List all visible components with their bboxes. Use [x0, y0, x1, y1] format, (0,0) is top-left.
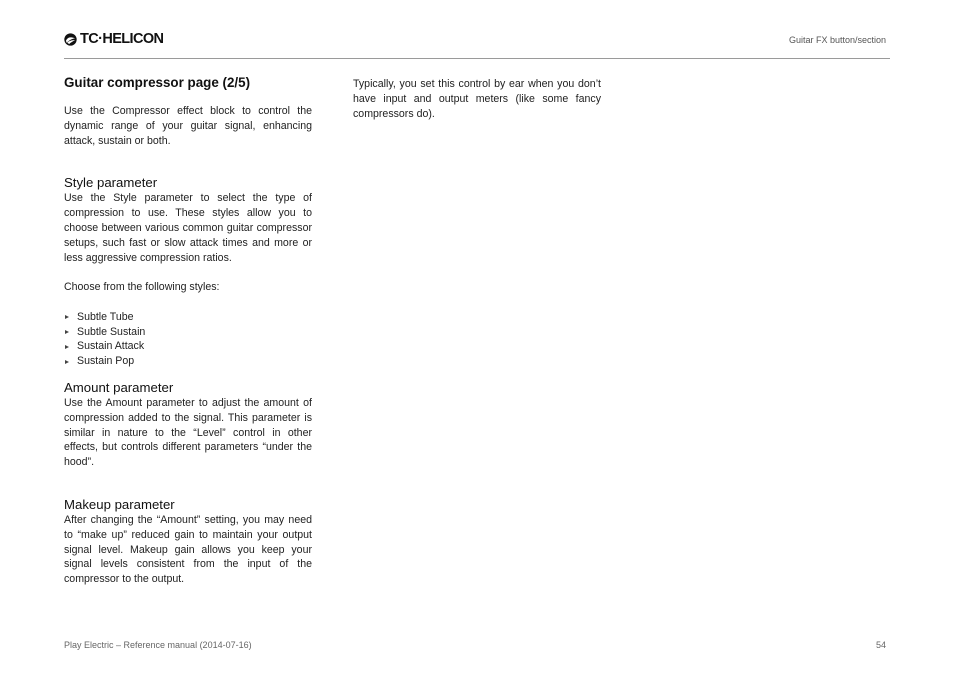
triangle-bullet-icon [65, 345, 69, 349]
style-option-label: Subtle Sustain [77, 325, 146, 338]
tc-helicon-logo [64, 31, 163, 47]
style-parameter-heading: Style parameter [64, 175, 158, 191]
makeup-parameter-heading: Makeup parameter [64, 496, 175, 512]
intro-paragraph: Use the Compressor effect block to control the dynamic range of your guitar signal, enhancing attack, sustain or both. [64, 105, 312, 147]
list-item [64, 339, 312, 354]
style-option-label: Subtle Tube [77, 310, 134, 323]
list-item [64, 354, 312, 369]
style-parameter-body: Use the Style parameter to select the type of compression to use. These styles allow you to choose between various common guitar compressor setups, such fast or slow attack times and more or less aggressive compression ratios. [64, 192, 312, 264]
header-divider [64, 58, 890, 59]
triangle-bullet-icon [65, 330, 69, 334]
section-title: Guitar FX button/section [788, 35, 886, 45]
helicon-logo-icon [64, 33, 77, 46]
makeup-continued-paragraph: Typically, you set this control by ear when you don’t have input and output meters (like some fancy compressors do). [353, 78, 601, 120]
style-choose-text: Choose from the following styles: [64, 281, 220, 294]
left-column [64, 75, 312, 587]
list-item [64, 325, 312, 340]
style-options-list [64, 310, 312, 369]
right-column [353, 77, 601, 121]
makeup-parameter-body: After changing the “Amount” setting, you may need to “make up” reduced gain to maintain your output signal level. Makeup gain allows you keep your signal levels consistent from the input of the compressor to the output. [64, 513, 312, 586]
page-title: Guitar compressor page (2/5) [64, 75, 251, 90]
page-number: 54 [875, 640, 886, 650]
triangle-bullet-icon [65, 360, 69, 364]
amount-parameter-body: Use the Amount parameter to adjust the amount of compression added to the signal. This parameter is similar in nature to the “Level” control in other effects, but controls different parameters “under the hood”. [64, 396, 312, 469]
style-option-label: Sustain Pop [77, 355, 135, 368]
list-item [64, 310, 312, 325]
triangle-bullet-icon [65, 315, 69, 319]
style-option-label: Sustain Attack [77, 340, 145, 353]
logo-wordmark: TC·HELICON [80, 31, 164, 47]
footer-document-title: Play Electric – Reference manual (2014-07-16) [64, 640, 252, 650]
amount-parameter-heading: Amount parameter [64, 379, 174, 395]
